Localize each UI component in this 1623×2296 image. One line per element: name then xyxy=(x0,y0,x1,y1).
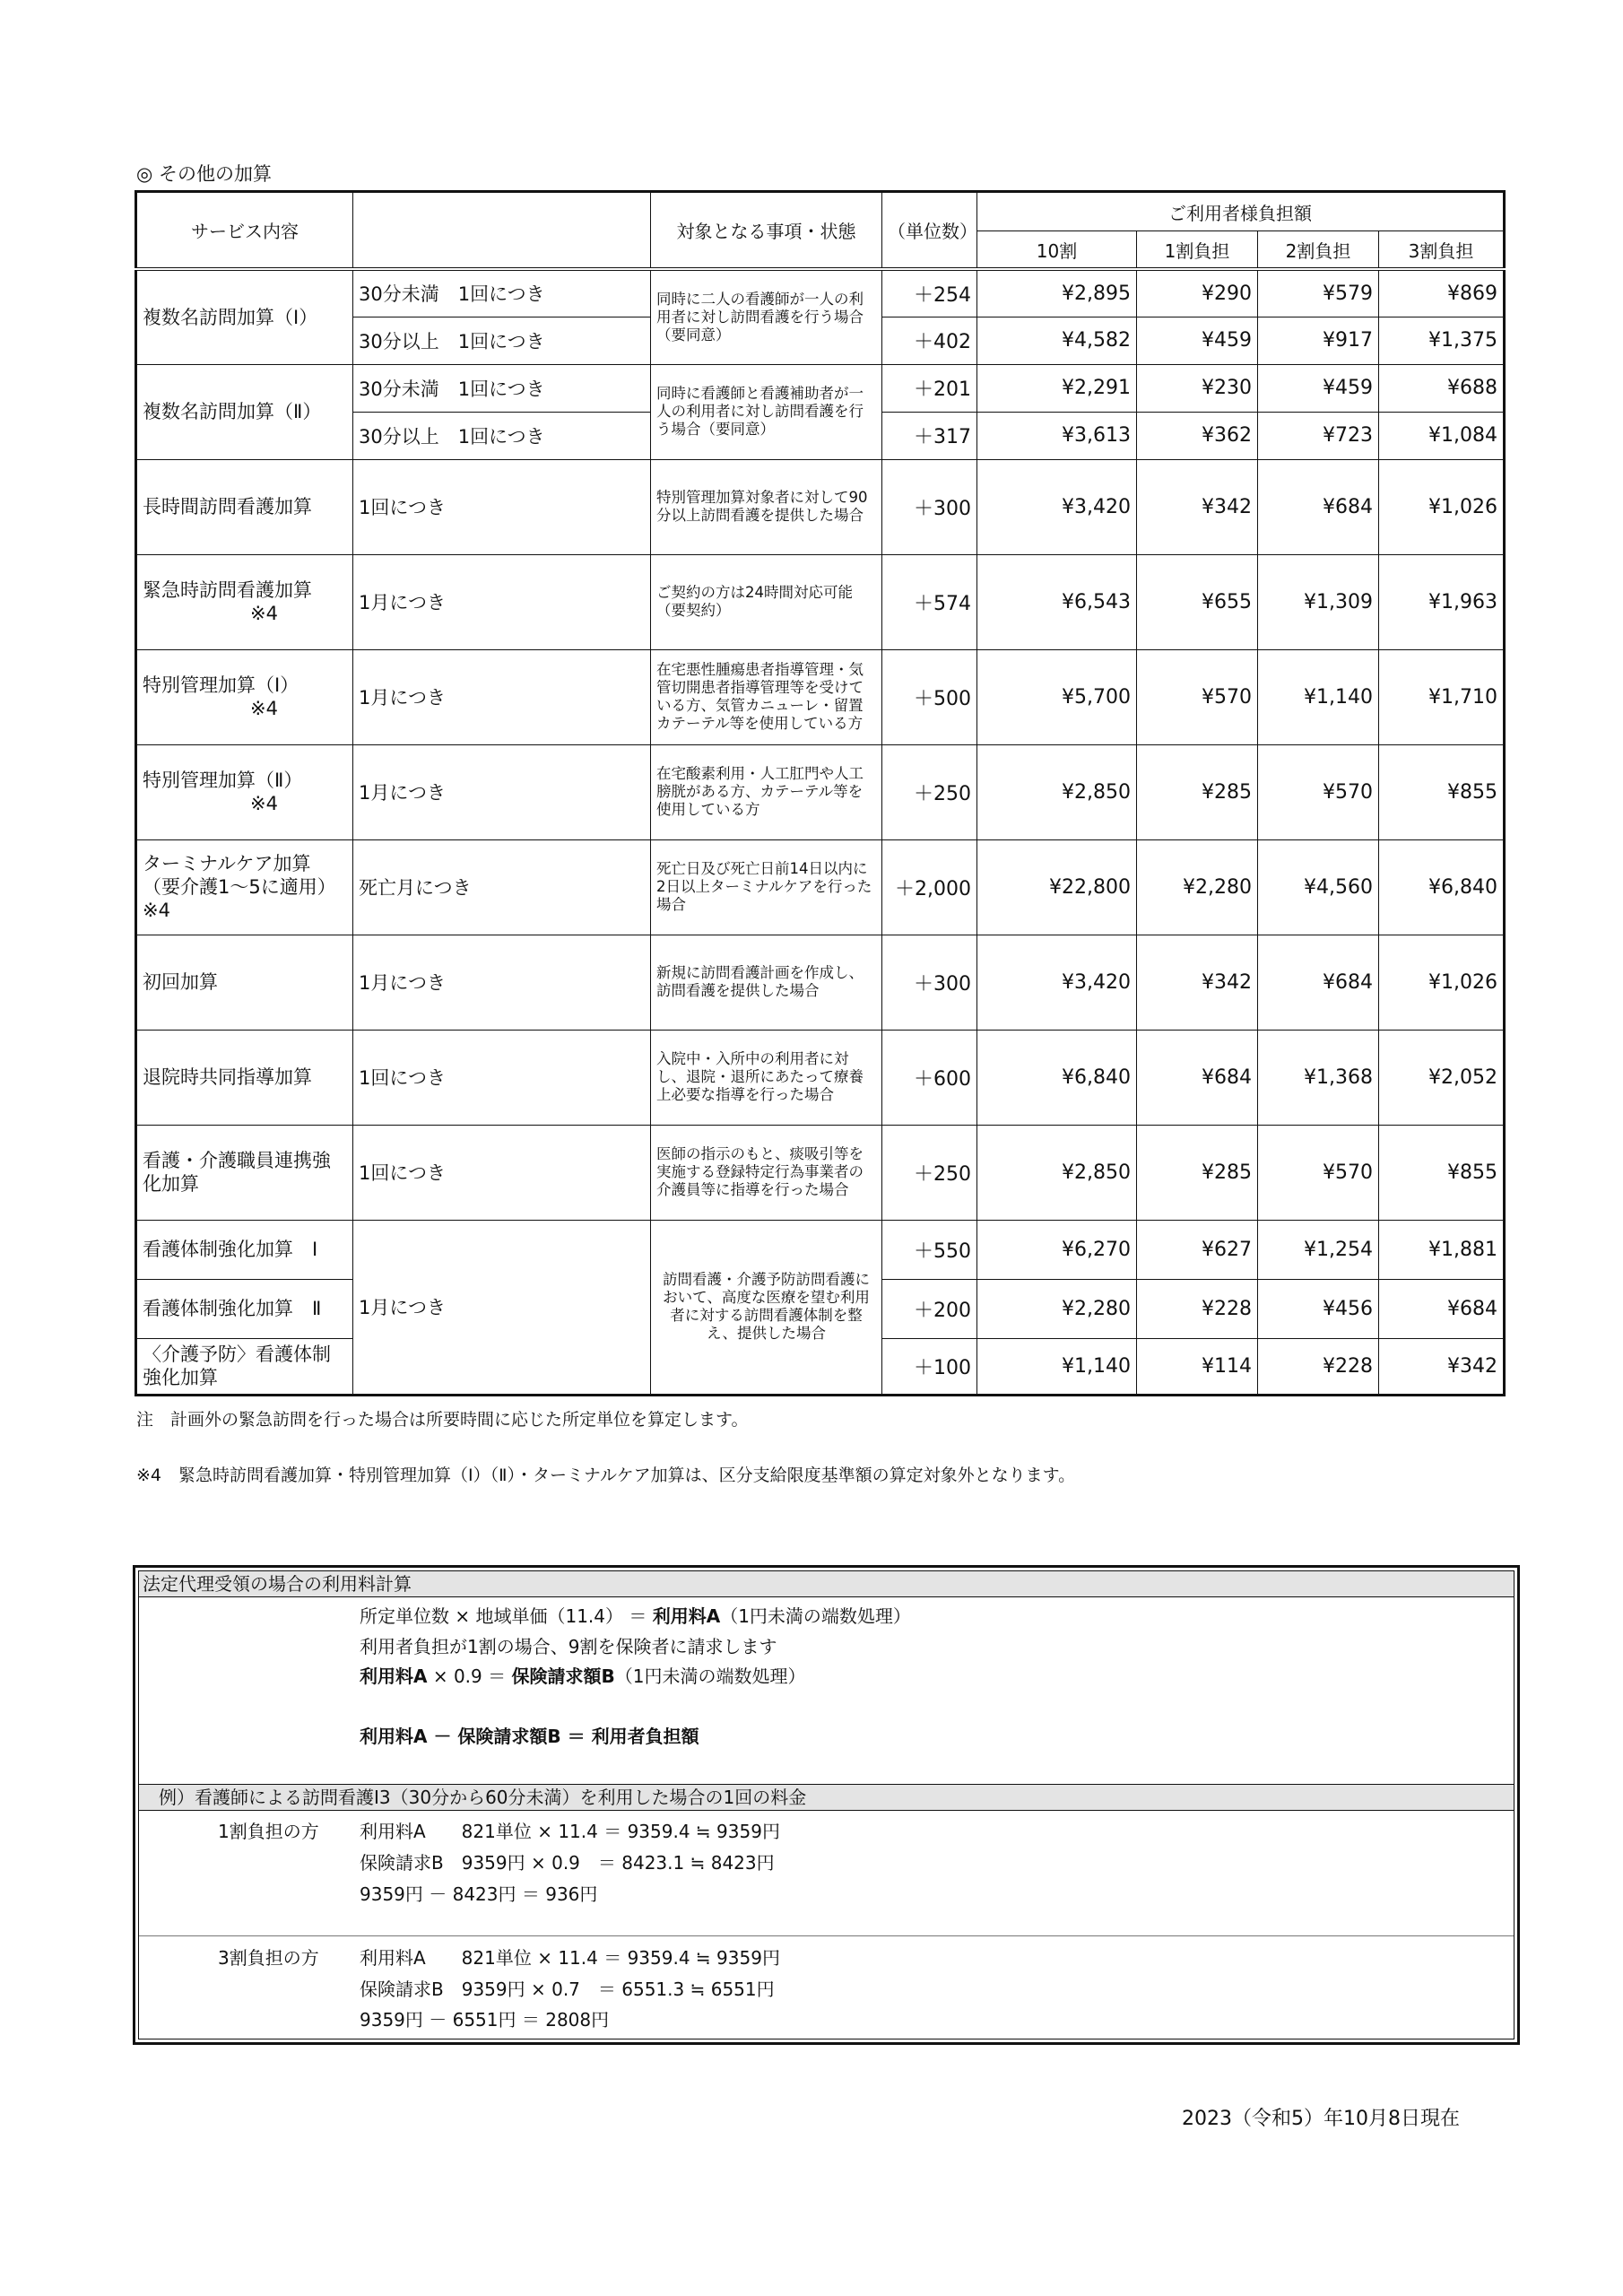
header-3wari: 3割負担 xyxy=(1379,231,1505,270)
fee-2wari: ¥459 xyxy=(1258,364,1379,412)
units: ＋250 xyxy=(882,744,977,839)
note-mark: ※4 xyxy=(250,793,278,814)
example-title: 例）看護師による訪問看護Ⅰ3（30分から60分未満）を利用した場合の1回の料金 xyxy=(139,1784,1514,1811)
service-name xyxy=(136,649,353,744)
fee-3wari: ¥1,026 xyxy=(1379,459,1505,554)
fee-10wari: ¥2,850 xyxy=(977,1125,1137,1220)
fee-3wari: ¥1,963 xyxy=(1379,554,1505,649)
units: ＋100 xyxy=(882,1338,977,1395)
formula-part: （1円未満の端数処理） xyxy=(720,1605,911,1627)
fee-3wari: ¥684 xyxy=(1379,1279,1505,1338)
service-name xyxy=(136,744,353,839)
fee-10wari: ¥6,270 xyxy=(977,1220,1137,1279)
fee-2wari: ¥917 xyxy=(1258,317,1379,364)
header-condition: 対象となる事項・状態 xyxy=(651,192,882,270)
header-service: サービス内容 xyxy=(136,192,353,270)
fee-1wari: ¥459 xyxy=(1137,317,1258,364)
fee-3wari: ¥855 xyxy=(1379,1125,1505,1220)
condition: 在宅悪性腫瘍患者指導管理・気管切開患者指導管理等を受けている方、気管カニューレ・留置カテーテル等を使用している方 xyxy=(651,649,882,744)
fee-3wari: ¥1,026 xyxy=(1379,935,1505,1030)
table-row xyxy=(136,1030,1505,1125)
header-1wari: 1割負担 xyxy=(1137,231,1258,270)
section-title: ◎ その他の加算 xyxy=(136,163,272,185)
formula-fee-a: 利用料A xyxy=(652,1605,721,1627)
formula-line-1 xyxy=(360,1602,911,1628)
frequency: 30分以上 1回につき xyxy=(353,317,651,364)
service-name: ターミナルケア加算（要介護1～5に適用）※4 xyxy=(136,839,353,935)
service-name: 長時間訪問看護加算 xyxy=(136,459,353,554)
divider xyxy=(139,1935,1514,1936)
units: ＋2,000 xyxy=(882,839,977,935)
service-name xyxy=(136,554,353,649)
fee-10wari: ¥2,895 xyxy=(977,269,1137,317)
example-3wari-line-2: 保険請求B 9359円 × 0.7 ＝ 6551.3 ≒ 6551円 xyxy=(360,1979,775,2000)
units: ＋600 xyxy=(882,1030,977,1125)
fee-1wari: ¥285 xyxy=(1137,744,1258,839)
condition: 訪問看護・介護予防訪問看護において、高度な医療を望む利用者に対する訪問看護体制を整え、提供した場合 xyxy=(651,1220,882,1395)
fee-10wari: ¥2,291 xyxy=(977,364,1137,412)
note-emergency-visit: 注 計画外の緊急訪問を行った場合は所要時間に応じた所定単位を算定します。 xyxy=(136,1410,749,1430)
fee-3wari: ¥1,084 xyxy=(1379,412,1505,459)
fee-10wari: ¥6,840 xyxy=(977,1030,1137,1125)
units: ＋574 xyxy=(882,554,977,649)
fee-1wari: ¥684 xyxy=(1137,1030,1258,1125)
table-row xyxy=(136,744,1505,839)
fee-10wari: ¥3,420 xyxy=(977,459,1137,554)
units: ＋254 xyxy=(882,269,977,317)
units: ＋201 xyxy=(882,364,977,412)
units: ＋250 xyxy=(882,1125,977,1220)
example-1wari-label: 1割負担の方 xyxy=(218,1821,319,1842)
example-3wari-line-1: 利用料A 821単位 × 11.4 ＝ 9359.4 ≒ 9359円 xyxy=(360,1947,780,1969)
fee-3wari: ¥869 xyxy=(1379,269,1505,317)
note-mark: ※4 xyxy=(250,603,278,624)
table-row xyxy=(136,1220,1505,1279)
fee-1wari: ¥290 xyxy=(1137,269,1258,317)
fee-10wari: ¥2,850 xyxy=(977,744,1137,839)
units: ＋200 xyxy=(882,1279,977,1338)
service-name: 退院時共同指導加算 xyxy=(136,1030,353,1125)
header-units: （単位数） xyxy=(882,192,977,270)
as-of-date: 2023（令和5）年10月8日現在 xyxy=(1182,2108,1460,2130)
fee-3wari: ¥342 xyxy=(1379,1338,1505,1395)
example-1wari-line-2: 保険請求B 9359円 × 0.9 ＝ 8423.1 ≒ 8423円 xyxy=(360,1852,775,1874)
fee-1wari: ¥230 xyxy=(1137,364,1258,412)
fee-1wari: ¥114 xyxy=(1137,1338,1258,1395)
condition: 新規に訪問看護計画を作成し、訪問看護を提供した場合 xyxy=(651,935,882,1030)
formula-fee-a: 利用料A xyxy=(360,1665,428,1687)
fee-2wari: ¥1,368 xyxy=(1258,1030,1379,1125)
fee-1wari: ¥342 xyxy=(1137,459,1258,554)
fee-1wari: ¥342 xyxy=(1137,935,1258,1030)
service-name: 看護体制強化加算 Ⅰ xyxy=(136,1220,353,1279)
fee-10wari: ¥2,280 xyxy=(977,1279,1137,1338)
header-10wari: 10割 xyxy=(977,231,1137,270)
fee-2wari: ¥579 xyxy=(1258,269,1379,317)
units: ＋550 xyxy=(882,1220,977,1279)
formula-part: × 0.9 ＝ xyxy=(427,1665,512,1687)
formula-line-4: 利用料A － 保険請求額B ＝ 利用者負担額 xyxy=(360,1726,699,1747)
service-name: 複数名訪問加算（Ⅰ） xyxy=(136,269,353,364)
fee-2wari: ¥1,309 xyxy=(1258,554,1379,649)
units: ＋500 xyxy=(882,649,977,744)
units: ＋317 xyxy=(882,412,977,459)
addon-fee-table xyxy=(135,190,1506,1396)
service-name-text: 特別管理加算（Ⅱ） xyxy=(143,770,303,791)
fee-1wari: ¥655 xyxy=(1137,554,1258,649)
frequency: 1月につき xyxy=(353,554,651,649)
note-mark-4: ※4 緊急時訪問看護加算・特別管理加算（Ⅰ）（Ⅱ）・ターミナルケア加算は、区分支給限度基準額の算定対象外となります。 xyxy=(136,1465,1076,1485)
example-1wari-line-1: 利用料A 821単位 × 11.4 ＝ 9359.4 ≒ 9359円 xyxy=(360,1821,780,1842)
frequency: 1回につき xyxy=(353,1125,651,1220)
fee-2wari: ¥684 xyxy=(1258,459,1379,554)
frequency: 1月につき xyxy=(353,935,651,1030)
fee-3wari: ¥855 xyxy=(1379,744,1505,839)
condition: 医師の指示のもと、痰吸引等を実施する登録特定行為事業者の介護員等に指導を行った場合 xyxy=(651,1125,882,1220)
formula-part: 所定単位数 × 地域単価（11.4） ＝ xyxy=(360,1605,653,1627)
frequency: 1回につき xyxy=(353,459,651,554)
fee-2wari: ¥456 xyxy=(1258,1279,1379,1338)
condition: 死亡日及び死亡日前14日以内に2日以上ターミナルケアを行った場合 xyxy=(651,839,882,935)
calculation-title: 法定代理受領の場合の利用料計算 xyxy=(139,1571,1514,1597)
frequency: 30分以上 1回につき xyxy=(353,412,651,459)
fee-2wari: ¥1,254 xyxy=(1258,1220,1379,1279)
fee-3wari: ¥2,052 xyxy=(1379,1030,1505,1125)
fee-1wari: ¥570 xyxy=(1137,649,1258,744)
condition: 在宅酸素利用・人工肛門や人工膀胱がある方、カテーテル等を使用している方 xyxy=(651,744,882,839)
fee-1wari: ¥228 xyxy=(1137,1279,1258,1338)
table-row xyxy=(136,839,1505,935)
condition: ご契約の方は24時間対応可能（要契約） xyxy=(651,554,882,649)
fee-10wari: ¥5,700 xyxy=(977,649,1137,744)
condition: 特別管理加算対象者に対して90分以上訪問看護を提供した場合 xyxy=(651,459,882,554)
frequency: 30分未満 1回につき xyxy=(353,364,651,412)
condition: 同時に二人の看護師が一人の利用者に対し訪問看護を行う場合（要同意） xyxy=(651,269,882,364)
fee-10wari: ¥6,543 xyxy=(977,554,1137,649)
service-name-text: 特別管理加算（Ⅰ） xyxy=(143,674,299,696)
units: ＋300 xyxy=(882,459,977,554)
fee-3wari: ¥1,375 xyxy=(1379,317,1505,364)
fee-2wari: ¥4,560 xyxy=(1258,839,1379,935)
frequency: 1月につき xyxy=(353,1220,651,1395)
fee-1wari: ¥285 xyxy=(1137,1125,1258,1220)
fee-2wari: ¥570 xyxy=(1258,744,1379,839)
header-2wari: 2割負担 xyxy=(1258,231,1379,270)
table-row xyxy=(136,1125,1505,1220)
fee-1wari: ¥2,280 xyxy=(1137,839,1258,935)
note-mark: ※4 xyxy=(250,698,278,719)
fee-2wari: ¥228 xyxy=(1258,1338,1379,1395)
formula-line-3 xyxy=(360,1662,805,1688)
condition: 入院中・入所中の利用者に対し、退院・退所にあたって療養上必要な指導を行った場合 xyxy=(651,1030,882,1125)
fee-1wari: ¥627 xyxy=(1137,1220,1258,1279)
fee-3wari: ¥688 xyxy=(1379,364,1505,412)
table-row xyxy=(136,459,1505,554)
example-3wari-line-3: 9359円 － 6551円 ＝ 2808円 xyxy=(360,2009,610,2031)
condition: 同時に看護師と看護補助者が一人の利用者に対し訪問看護を行う場合（要同意） xyxy=(651,364,882,459)
table-row xyxy=(136,364,1505,412)
fee-2wari: ¥570 xyxy=(1258,1125,1379,1220)
frequency: 死亡月につき xyxy=(353,839,651,935)
fee-10wari: ¥1,140 xyxy=(977,1338,1137,1395)
frequency: 30分未満 1回につき xyxy=(353,269,651,317)
fee-10wari: ¥3,613 xyxy=(977,412,1137,459)
service-name: 〈介護予防〉看護体制強化加算 xyxy=(136,1338,353,1395)
fee-calculation-box xyxy=(133,1565,1520,2045)
service-name-text: 緊急時訪問看護加算 xyxy=(143,579,312,601)
formula-line-2: 利用者負担が1割の場合、9割を保険者に請求します xyxy=(360,1636,777,1657)
units: ＋402 xyxy=(882,317,977,364)
fee-calculation-inner xyxy=(138,1570,1515,2039)
frequency: 1月につき xyxy=(353,744,651,839)
fee-3wari: ¥1,710 xyxy=(1379,649,1505,744)
service-name: 看護・介護職員連携強化加算 xyxy=(136,1125,353,1220)
fee-10wari: ¥3,420 xyxy=(977,935,1137,1030)
fee-10wari: ¥22,800 xyxy=(977,839,1137,935)
formula-claim-b: 保険請求額B xyxy=(511,1665,615,1687)
fee-3wari: ¥1,881 xyxy=(1379,1220,1505,1279)
service-name: 看護体制強化加算 Ⅱ xyxy=(136,1279,353,1338)
units: ＋300 xyxy=(882,935,977,1030)
header-burden-group: ご利用者様負担額 xyxy=(977,192,1505,231)
example-3wari-label: 3割負担の方 xyxy=(218,1947,319,1969)
table-row xyxy=(136,935,1505,1030)
fee-2wari: ¥684 xyxy=(1258,935,1379,1030)
table-row xyxy=(136,269,1505,317)
example-1wari-line-3: 9359円 － 8423円 ＝ 936円 xyxy=(360,1883,598,1905)
table-row xyxy=(136,649,1505,744)
fee-1wari: ¥362 xyxy=(1137,412,1258,459)
header-frequency xyxy=(353,192,651,270)
table-row xyxy=(136,554,1505,649)
fee-3wari: ¥6,840 xyxy=(1379,839,1505,935)
formula-part: （1円未満の端数処理） xyxy=(614,1665,806,1687)
fee-10wari: ¥4,582 xyxy=(977,317,1137,364)
service-name: 初回加算 xyxy=(136,935,353,1030)
frequency: 1回につき xyxy=(353,1030,651,1125)
fee-2wari: ¥723 xyxy=(1258,412,1379,459)
frequency: 1月につき xyxy=(353,649,651,744)
service-name: 複数名訪問加算（Ⅱ） xyxy=(136,364,353,459)
fee-2wari: ¥1,140 xyxy=(1258,649,1379,744)
